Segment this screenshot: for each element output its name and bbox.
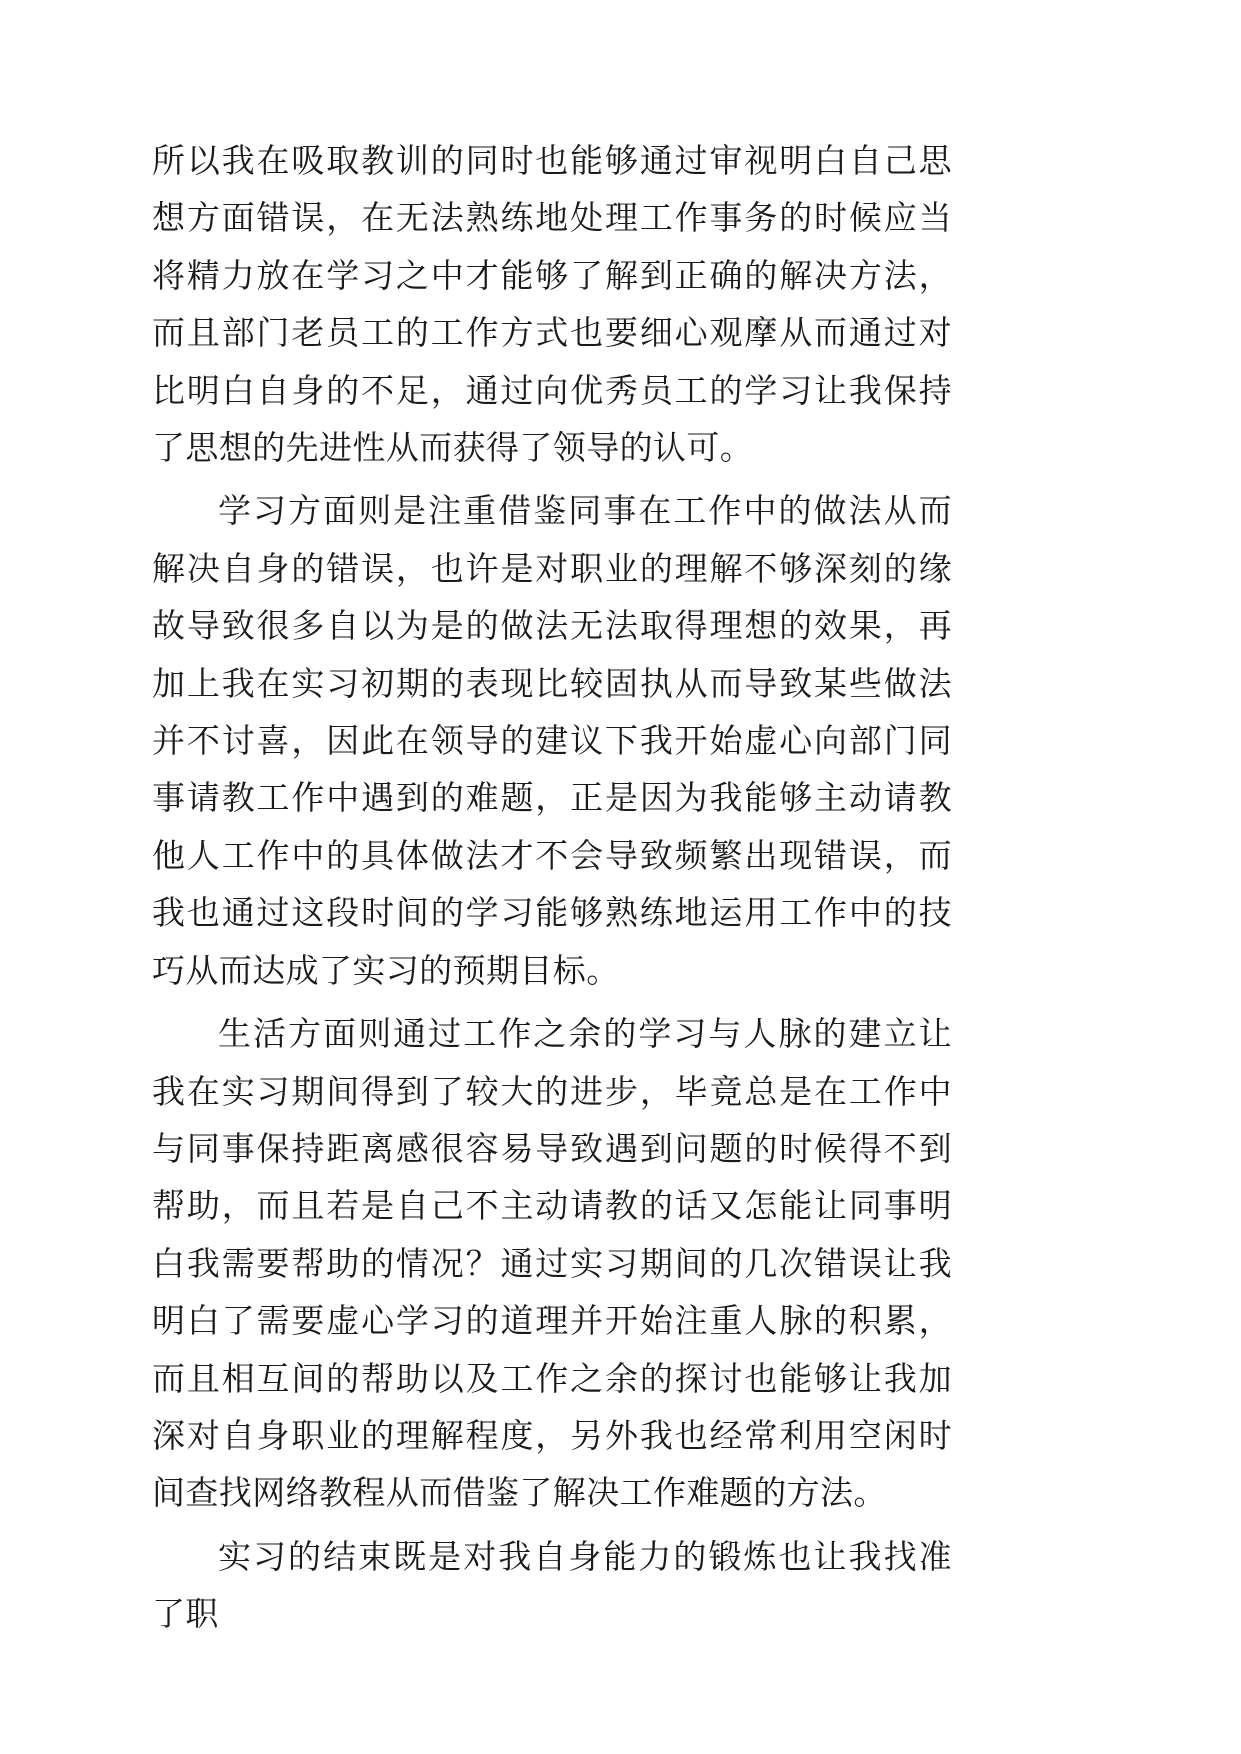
paragraph-3: 生活方面则通过工作之余的学习与人脉的建立让我在实习期间得到了较大的进步，毕竟总是在工作中与同事保持距离感很容易导致遇到问题的时候得不到帮助，而且若是自己不主动请教的话又怎能让同事明白我需要帮助的情况？通过实习期间的几次错误让我明白了需要虚心学习的道理并开始注重人脉的积累，而且相互间的帮助以及工作之余的探讨也能够让我加深对自身职业的理解程度，另外我也经常利用空闲时间查找网络教程从而借鉴了解决工作难题的方法。 [152,1014,952,1513]
paragraph-2: 学习方面则是注重借鉴同事在工作中的做法从而解决自身的错误，也许是对职业的理解不够深刻的缘故导致很多自以为是的做法无法取得理想的效果，再加上我在实习初期的表现比较固执从而导致某些做法并不讨喜，因此在领导的建议下我开始虚心向部门同事请教工作中遇到的难题，正是因为我能够主动请教他人工作中的具体做法才不会导致频繁出现错误，而我也通过这段时间的学习能够熟练地运用工作中的技巧从而达成了实习的预期目标。 [152,491,952,990]
paragraph-1: 所以我在吸取教训的同时也能够通过审视明白自己思想方面错误，在无法熟练地处理工作事务的时候应当将精力放在学习之中才能够了解到正确的解决方法，而且部门老员工的工作方式也要细心观摩从而通过对比明白自身的不足，通过向优秀员工的学习让我保持了思想的先进性从而获得了领导的认可。 [152,141,952,468]
paragraph-4: 实习的结束既是对我自身能力的锻炼也让我找准了职 [152,1536,952,1634]
document-body [152,132,952,1643]
